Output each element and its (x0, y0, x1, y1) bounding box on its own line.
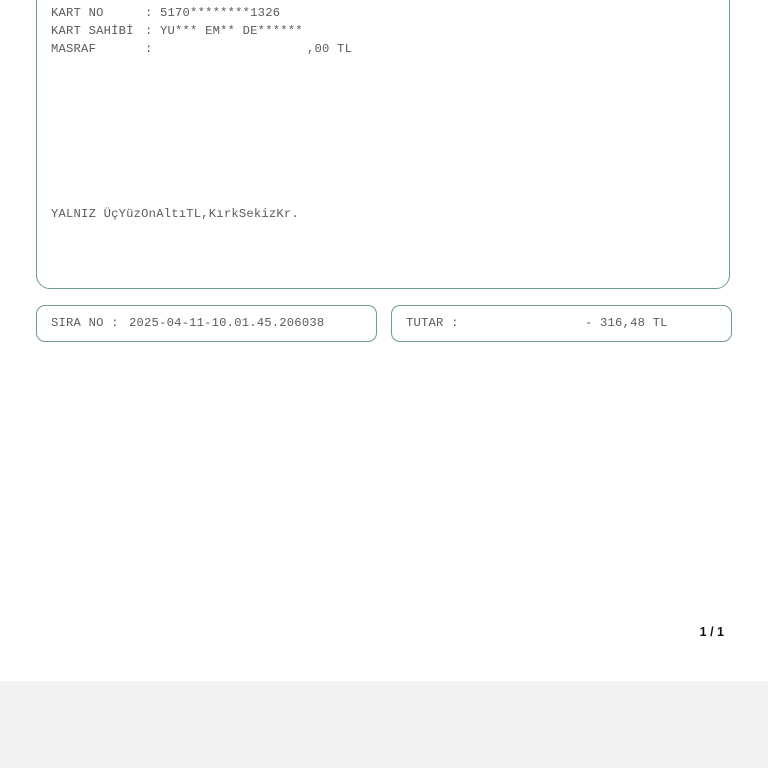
fee-label: MASRAF (51, 42, 97, 56)
sequence-number-box (36, 305, 377, 342)
fee-value: ,00 TL (307, 42, 353, 56)
total-amount-box (391, 305, 732, 342)
viewer-background (0, 681, 768, 768)
card-no-value: 5170********1326 (160, 6, 281, 20)
card-holder-value: YU*** EM** DE****** (160, 24, 303, 38)
amount-in-words: YALNIZ ÜçYüzOnAltıTL,KırkSekizKr. (51, 207, 299, 221)
sequence-value: 2025-04-11-10.01.45.206038 (129, 316, 325, 330)
card-holder-separator: : (145, 24, 153, 38)
receipt-details-box (36, 0, 730, 289)
card-no-label: KART NO (51, 6, 104, 20)
fee-separator: : (145, 42, 153, 56)
card-holder-label: KART SAHİBİ (51, 24, 134, 38)
total-value: - 316,48 TL (585, 316, 668, 330)
total-label: TUTAR : (406, 316, 459, 330)
card-no-separator: : (145, 6, 153, 20)
sequence-label: SIRA NO : (51, 316, 119, 330)
page-indicator: 1 / 1 (699, 625, 724, 639)
